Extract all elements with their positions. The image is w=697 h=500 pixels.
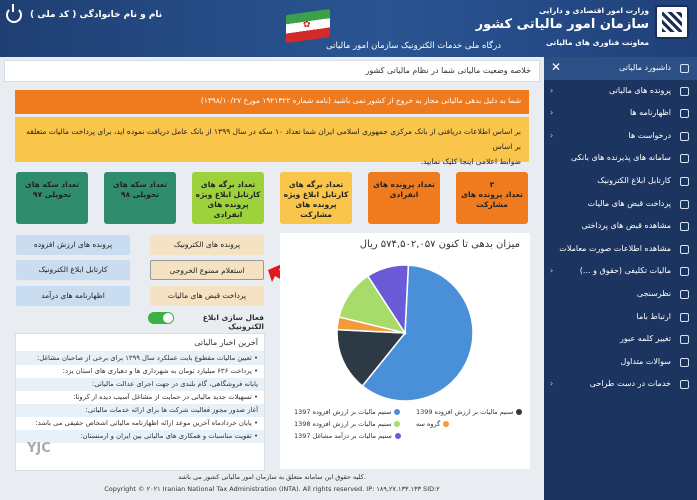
news-item[interactable]: آغاز صدور مجوز فعالیت شرکت ها برای ارائه خدمات مالیاتی:: [16, 404, 264, 417]
sidebar: [544, 57, 697, 500]
sidebar-toggle-icon[interactable]: ✕: [550, 60, 562, 74]
sidebar-item-change-password[interactable]: [544, 328, 697, 351]
lock-icon: [680, 335, 689, 344]
survey-icon: [680, 290, 689, 299]
tile-line: تعداد برگه های: [200, 180, 256, 189]
legend-dot: [395, 433, 401, 439]
tile-line: انفرادی: [389, 190, 419, 199]
tile-line: پرونده های مشارکت: [295, 200, 337, 219]
tile-special-notice-individual[interactable]: [192, 172, 264, 224]
folder-icon: [680, 87, 689, 96]
tile-line: ۲: [489, 180, 495, 189]
news-item[interactable]: پایانه فروشگاهی، گام بلندی در جهت اجرای عدالت مالیاتی:: [16, 378, 264, 391]
exit-ban-inquiry-button[interactable]: استعلام ممنوع الخروجی: [150, 260, 264, 280]
electronic-files-button[interactable]: پرونده های الکترونیک: [150, 235, 264, 255]
yjc-watermark-logo: YJC: [27, 441, 51, 456]
coin-tax-alert-line1: بر اساس اطلاعات دریافتی از بانک مرکزی جمهوری اسلامی ایران شما تعداد ۱۰ سکه در سال ۱۳۹۹ از بانک عامل دریافت نموده اید، برای پرداخت مالیات متعلقه بر اساس: [26, 127, 521, 151]
tile-special-notice-partnership[interactable]: [280, 172, 352, 224]
document-icon: [680, 109, 689, 118]
tile-line: مشارکت: [476, 200, 508, 209]
sidebar-item-label: کارتابل ابلاغ الکترونیک: [597, 175, 671, 185]
organization-name: سازمان امور مالیاتی کشور: [475, 17, 649, 32]
user-name-code[interactable]: نام و نام خانوادگی ( کد ملی ): [30, 10, 163, 20]
request-icon: [680, 132, 689, 141]
debt-chart-panel: [280, 233, 530, 469]
electronic-notice-toggle-label: فعال سازی ابلاغ الکترونیک: [202, 313, 264, 331]
tile-individual-files[interactable]: [368, 172, 440, 224]
footer: [0, 471, 544, 500]
legend-label: سنیم مالیات بر درآمد مشاغل 1397: [294, 432, 392, 440]
tile-coins-97[interactable]: [16, 172, 88, 224]
coin-tax-alert-link[interactable]: ضوابط اعلامی اینجا کلیک نمایید.: [420, 157, 521, 166]
sidebar-item-tax-files[interactable]: [544, 80, 697, 103]
services-icon: [680, 380, 689, 389]
contact-icon: [680, 313, 689, 322]
tile-line: کارتابل ابلاغ ویژه: [195, 190, 261, 199]
sidebar-item-label: ارتباط باما: [636, 311, 671, 321]
chevron-icon: ‹: [550, 379, 554, 389]
ministry-name: وزارت امور اقتصادی و دارایی: [539, 6, 649, 15]
news-item[interactable]: • پایان خردادماه آخرین موعد ارائه اظهارنامه مالیاتی اشخاص حقیقی می باشد:: [35, 419, 258, 427]
bank-icon: [680, 154, 689, 163]
electronic-notice-inbox-button[interactable]: کارتابل ابلاغ الکترونیک: [16, 260, 130, 280]
sidebar-item-dashboard[interactable]: [544, 57, 697, 80]
power-icon[interactable]: [6, 7, 22, 23]
news-item[interactable]: • پرداخت ۶۳۶ میلیارد تومان به شهرداری ها و دهیاری های استان یزد:: [62, 367, 258, 375]
sidebar-item-label: پرداخت قبض های مالیات: [587, 198, 671, 208]
legend-entry: [416, 420, 449, 428]
inta-logo: [655, 5, 689, 39]
breadcrumb: خلاصه وضعیت مالیاتی شما در نظام مالیاتی کشور: [4, 60, 540, 82]
tax-receipt-payment-button[interactable]: پرداخت قبض های مالیات: [150, 286, 264, 306]
sidebar-item-services-in-design[interactable]: [544, 373, 697, 396]
salary-tax-icon: [680, 267, 689, 276]
legend-dot: [394, 421, 400, 427]
tile-line: تحویلی ۹۷: [32, 190, 72, 199]
vat-files-button[interactable]: پرونده های ارزش افزوده: [16, 235, 130, 255]
flag-emblem-icon: ✿: [303, 20, 311, 30]
sidebar-item-requests[interactable]: [544, 125, 697, 148]
sidebar-item-electronic-notice[interactable]: [544, 170, 697, 193]
sidebar-item-label: تغییر کلمه عبور: [620, 334, 671, 344]
exit-ban-alert: شما به دلیل بدهی مالیاتی مجاز به خروج از کشور نمی باشید (نامه شماره ۱۹۲۱۳۲۲ مورخ ۱۳۹۸/۱۰/۲۷): [15, 90, 529, 114]
legend-label: گروه سه: [416, 420, 441, 428]
footer-rights: کلیه حقوق این سامانه متعلق به سازمان امور مالیاتی کشور می باشد.: [178, 473, 366, 481]
news-item[interactable]: • تعیین مالیات مقطوع بابت عملکرد سال ۱۳۹۹ برای برخی از صاحبان مشاغل:: [16, 352, 264, 365]
top-header: [0, 0, 697, 57]
sidebar-item-faq[interactable]: [544, 351, 697, 374]
payment-icon: [680, 200, 689, 209]
tile-coins-98[interactable]: [104, 172, 176, 224]
legend-entry: [294, 408, 400, 416]
sidebar-item-label: مشاهده اطلاعات صورت معاملات: [559, 243, 671, 253]
debt-pie-chart: [280, 255, 530, 405]
chevron-icon: ‹: [550, 130, 554, 140]
tile-line: تعداد برگه های: [288, 180, 344, 189]
sidebar-item-pay-receipts[interactable]: [544, 193, 697, 216]
sidebar-item-withholding-tax[interactable]: [544, 260, 697, 283]
tile-line: تحویلی ۹۸: [120, 190, 160, 199]
faq-icon: [680, 358, 689, 367]
news-list: [16, 352, 264, 443]
electronic-notice-toggle[interactable]: [148, 312, 174, 324]
sidebar-item-label: پرونده های مالیاتی: [608, 85, 671, 95]
chevron-icon: ‹: [550, 85, 554, 95]
footer-copyright: Copyright © ۲۰۲۱ Iranian National Tax Administration (INTA). All rights reserved. IP: ۱۸۹,۲۷.۱۳۳.۱۳۳ SID:۲: [104, 485, 440, 493]
sidebar-item-label: سامانه های پذیرنده های بانکی: [570, 153, 671, 163]
coin-tax-alert[interactable]: [15, 117, 529, 166]
legend-dot: [516, 409, 522, 415]
tile-partnership-files[interactable]: [456, 172, 528, 224]
sidebar-item-label: نظرسنجی: [636, 288, 671, 298]
sidebar-item-label: خدمات در دست طراحی: [589, 379, 671, 389]
sidebar-item-bank-acceptors[interactable]: [544, 147, 697, 170]
sidebar-item-paid-receipts[interactable]: [544, 215, 697, 238]
tile-line: پرونده های انفرادی: [207, 200, 249, 219]
news-title: آخرین اخبار مالیاتی: [16, 334, 264, 352]
legend-entry: [416, 408, 522, 416]
legend-entry: [294, 420, 400, 428]
sidebar-item-label: اظهارنامه ها: [629, 108, 671, 118]
legend-label: سنیم مالیات بر ارزش افزوده 1399: [416, 408, 514, 416]
dashboard-icon: [680, 64, 689, 73]
transactions-icon: [680, 245, 689, 254]
legend-dot: [443, 421, 449, 427]
news-item[interactable]: • تسهیلات جدید مالیاتی در حمایت از مشاغل آسیب دیده از کرونا:: [73, 393, 258, 401]
sidebar-item-transactions[interactable]: [544, 238, 697, 261]
sidebar-item-label: داشبورد مالیاتی: [619, 63, 671, 72]
sidebar-item-declarations[interactable]: [544, 102, 697, 125]
sidebar-item-label: مالیات تکلیفی (حقوق و ...): [579, 266, 671, 276]
sidebar-item-contact[interactable]: [544, 306, 697, 329]
sidebar-item-survey[interactable]: [544, 283, 697, 306]
chart-title: میزان بدهی تا کنون ۵۷۴,۵۰۲,۰۵۷ ریال: [359, 239, 520, 250]
legend-entry: [294, 432, 401, 440]
sidebar-item-label: مشاهده قبض های پرداختی: [581, 221, 671, 231]
receipt-icon: [680, 222, 689, 231]
tile-line: تعداد سکه های: [112, 180, 168, 189]
inbox-icon: [680, 177, 689, 186]
sidebar-item-label: درخواست ها: [628, 130, 671, 140]
income-declarations-button[interactable]: اظهارنامه های درآمد: [16, 286, 130, 306]
legend-dot: [394, 409, 400, 415]
organization-subtitle: معاونت فناوری های مالیاتی: [545, 38, 649, 47]
tile-line: تعداد پرونده های: [461, 190, 523, 199]
portal-title: درگاه ملی خدمات الکترونیک سازمان امور مالیاتی: [326, 41, 501, 51]
legend-label: سنیم مالیات بر ارزش افزوده 1397: [294, 408, 392, 416]
tile-line: تعداد پرونده های: [373, 180, 435, 189]
tile-line: تعداد سکه های: [24, 180, 80, 189]
chevron-icon: ‹: [550, 266, 554, 276]
sidebar-item-label: سوالات متداول: [620, 356, 671, 366]
chevron-icon: ‹: [550, 108, 554, 118]
tile-line: کارتابل ابلاغ ویژه: [283, 190, 349, 199]
legend-label: سنیم مالیات بر ارزش افزوده 1398: [294, 420, 392, 428]
news-item[interactable]: • تقویت مناسبات و همکاری های مالیاتی بین ایران و ارمنستان:: [16, 430, 264, 443]
